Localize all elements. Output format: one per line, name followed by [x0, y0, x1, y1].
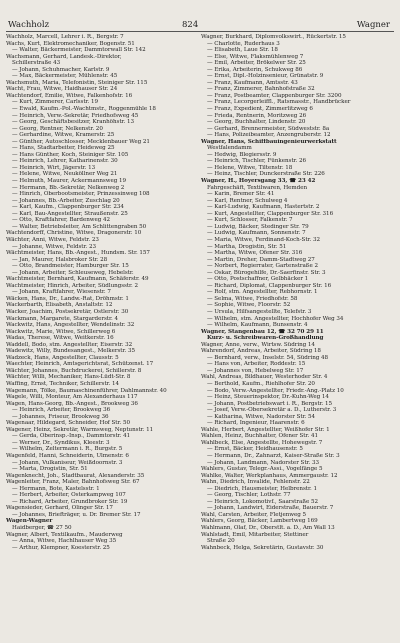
- directory-entry: — Heinrich, Tischler, Fünkenstr. 26: [207, 158, 307, 165]
- directory-entry: Wackwitz, Marie, Witwe, Schillerweg 6: [6, 328, 116, 335]
- directory-entry: — Bernhard, verw., Inselstr. 54, Südring 48: [207, 354, 329, 361]
- directory-entry: — Hans Günther, Koch, Steiniger Str. 105: [12, 151, 129, 158]
- directory-entry: — Karl, Kaufm., Clappenburger Str. 234: [12, 204, 124, 211]
- directory-entry: — Ursula, Hilfsangestellte, Telefstr. 3: [207, 308, 312, 315]
- directory-entry: Wahnbeck, Helga, Sekretärin, Gustavstr. 30: [201, 544, 324, 551]
- directory-entry: — Charlotte, Ruderhaus 3: [207, 40, 280, 47]
- directory-entry: — Otto, Postschaffner, Gelbhäcker 1: [207, 276, 309, 283]
- directory-entry: — Walter, Betriebsleiter, Am Schlittengraben 50: [12, 223, 147, 230]
- directory-entry: — Arthur, Klempner, Koesterstr. 25: [12, 544, 110, 551]
- directory-entry: — Helene, Witwe, Neuköllner Weg 21: [12, 171, 118, 178]
- directory-entry: — Wilhelm, stm. Angestellter, Hochhofer Weg 34: [207, 315, 344, 322]
- directory-entry: — Georg, Rentner, Nelkenstr. 20: [12, 125, 103, 132]
- page-number: 824: [182, 20, 199, 30]
- directory-entry: — Heinrich, Verw.-Sekretär, Friedhofsweg 45: [12, 112, 139, 119]
- directory-entry: Wacht, Frau, Witwe, Haidhauser Str. 24: [6, 86, 118, 93]
- directory-entry: — Günther, Autoschlosser, Mecklenbauer Weg 21: [12, 138, 150, 145]
- directory-entry: Straße 20: [207, 538, 235, 545]
- directory-entry: Wacker, Joachim, Postsekretär, Ostlerstr. 30: [6, 308, 129, 315]
- directory-entry: Wachtendorf, Emilie, Witwe, Falkenhofstr. 16: [6, 92, 133, 99]
- directory-entry: — Johanne, Witwe, Feldstr. 23: [12, 243, 96, 250]
- directory-entry: — Herbert, Arbeiter, Osterkampweg 107: [12, 492, 126, 499]
- directory-entry: Wagenknecht, Joh., Stadtbaurat, Alexanderstr. 35: [6, 472, 145, 479]
- directory-entry: Wagemann, Tölke, Baumaschinenführer, Dahlmannstr. 40: [6, 387, 167, 394]
- directory-entry: — Helene, Witwe, Tiltenstr. 18: [207, 164, 293, 171]
- directory-entry: — Johannes, Briefträger, u. Dr. Bremer Str. 17: [12, 511, 141, 518]
- directory-entry: — Bodo, Verw.-Angestellter, Friedr.-Ang.-Platz 10: [207, 387, 344, 394]
- directory-entry: — Georg, Tischler, Lothstr. 77: [207, 492, 291, 499]
- directory-entry: — Franz, Expedient, Zimmerlitzweg 6: [207, 106, 313, 113]
- directory-entry: — Karin, Bremer Str. 41: [207, 191, 275, 198]
- directory-entry: — Johannes von, Hebelweg Str. 17: [207, 367, 304, 374]
- directory-entry: Wachholz, Marcell, Lehrer i. R., Bergstr. 7: [6, 34, 124, 40]
- directory-entry: — Johann, Vulkaniseur, Weißdoornstr. 3: [12, 459, 123, 466]
- directory-entry: — Franz, Kaufmann, Amtsstr. 43: [207, 79, 298, 86]
- directory-entry: — Hinrich, Oberbootsmeister, Prinzessinweg 108: [12, 191, 150, 198]
- directory-entry: Westfalendamm: [207, 145, 252, 152]
- directory-entry: — Selma, Witwe, Friedhofstr. 58: [207, 295, 298, 302]
- directory-entry: — Kurt, Zimmerer, Carlsstr. 19: [12, 99, 99, 106]
- directory-entry: Wagner, Burkhard, Diplomvolkswirt., Rückertstr. 15: [201, 34, 346, 40]
- directory-entry: Wäcken, Hans, Dr., Landw.-Rat, Dröhmstr. 1: [6, 295, 129, 302]
- directory-entry: — Berthold, Kaufm., Riehlhofer Str. 20: [207, 380, 315, 387]
- directory-entry: — Georg, Buchhalter, Lindenstr. 20: [207, 119, 306, 126]
- directory-entry: — Otto, Brandmeister, Hamburger Str. 15: [12, 263, 129, 270]
- directory-entry: — Maria, Witwe, Ferdinand-Koch-Str. 32: [207, 236, 321, 243]
- directory-entry: — Oskar, Bürogehilfe, Dr.-Saerfinstr. Str. 3: [207, 269, 326, 276]
- directory-entry: — Else, Witwe, Flaksmühlenweg 7: [207, 53, 304, 60]
- directory-entry: Wadzeck, Hans, Angestellter, Clausstr. 5: [6, 354, 119, 361]
- directory-entry: Wahlen, Heinz, Buchhalter, Ofener Str. 41: [201, 433, 318, 440]
- directory-entry: — Kurt, Angestellter, Clappenburger Str. 316: [207, 210, 334, 217]
- directory-entry: — Walter, Bäckermeister, Dammtorwall Str. 142: [12, 47, 146, 54]
- directory-entry: — Karl-Ludwig, Kaufmann, Hastertstr. 2: [207, 204, 320, 211]
- directory-entry: — Johann, Landmann, Nadorster Str. 33: [207, 459, 320, 466]
- directory-entry: Wagner, Stangenbau 12, ☎ 32 70 29 11: [201, 328, 324, 335]
- directory-entry: Waddell, Bodo, stm. Angestellter, Eiserstr. 32: [6, 341, 133, 348]
- directory-entry: — Hans, Polizeibeamter, Anzengruberstr. 12: [207, 132, 331, 139]
- directory-entry: Fahrgeschäft, Textilwaren, Hemden: [207, 184, 308, 191]
- directory-entry: — Gerhard, Brennermeister, Südweststr. 8a: [207, 125, 330, 132]
- directory-entry: — Heinz, Tischler, Dunckerstraße Str. 226: [207, 171, 325, 178]
- directory-entry: — Johann, Arbeiter, Schleuseweg, Hebelstr.: [12, 269, 134, 276]
- directory-entry: — Johann, Landwirt, Eiderstraße, Bauerstr. 7: [207, 505, 334, 512]
- directory-entry: Haidberger, ☎ 27 50: [12, 525, 72, 532]
- directory-entry: Kurz- u. Schreibwaren-Großhandlung: [207, 335, 324, 342]
- directory-entry: Wachs, Kurt, Elektromechaniker, Bogenstr. 51: [6, 40, 135, 47]
- directory-entry: Waffing, Ernst, Techniker, Schillerstr. 14: [6, 380, 120, 387]
- directory-entry: — Ernst, Dipl.-Holzinsenieur, Grünatstr. 9: [207, 73, 324, 80]
- directory-entry: — Sophie, Witwe, Floorstr. 52: [207, 302, 291, 309]
- directory-entry: Wahlstadt, Emil, Mitarbeiter, Stettiner: [201, 531, 309, 538]
- directory-entry: Wagenleiter, Franz, Maler, Bahnhofsweg Str. 67: [6, 479, 140, 486]
- left-column: [6, 34, 199, 551]
- directory-entry: Wahl, Andreas, Bildhauer, Westerhoder Str. 4: [201, 374, 328, 381]
- directory-entry: Wadas, Therese, Witwe, Weitkerstr. 16: [6, 335, 114, 342]
- directory-entry: — Frieda, Rentnerin, Moritzweg 26: [207, 112, 307, 119]
- directory-entry: — Hermann, Bb.-Sekretär, Nelkenweg 2: [12, 184, 125, 191]
- directory-entry: — Katharina, Witwe, Nadorster Str. 54: [207, 413, 316, 420]
- directory-entry: Wagenaar, Hildegard, Schneider, Hof Str. 50: [6, 420, 130, 427]
- directory-entry: — Marta, Drogistin, Str. 51: [12, 466, 88, 473]
- directory-entry: Wächter, Anni, Witwe, Feldstr. 23: [6, 236, 99, 243]
- directory-entry: — Hans von, Arbeiter, Roddestr. 15: [207, 361, 306, 368]
- right-column: [201, 34, 394, 551]
- directory-entry: — Otto, Kraftfahrer, Bardenweg 42: [12, 217, 111, 224]
- directory-entry: — Franz, Zimmerer, Bahnhofstraße 32: [207, 86, 315, 93]
- directory-entry: Wachtmeister, Bernhard, Kaufmann, Schäferstr. 49: [6, 276, 149, 283]
- page-header: [0, 0, 400, 32]
- directory-entry: — Karl, Rentner, Schulweg 4: [207, 197, 288, 204]
- directory-entry: Wackwitz, Hans, Angestellter, Wendelinstr. 32: [6, 322, 135, 329]
- directory-entry: — Johann, Postbetriebswart i. R., Bergstr. 15: [207, 400, 333, 407]
- directory-entry: — Hedwig, Blegiersstr. 9: [207, 151, 277, 158]
- directory-entry: Wächter, Johannes, Buchdruckerei, Schillerstr. 8: [6, 367, 142, 374]
- directory-entry: — Max, Bäckermeister, Mühlenstr. 45: [12, 73, 118, 80]
- directory-entry: — Ludwig, Bäcker, Stedinger Str. 79: [207, 223, 309, 230]
- directory-entry: Wagen, Hans-Georg, Bb.-Angest., Brookweg 36: [6, 400, 138, 407]
- header-divider: [6, 31, 394, 32]
- directory-entry: — Norbert, Regierrater, Gartenstraße 2: [207, 263, 318, 270]
- directory-entry: Wadewitz, Willy, Bundesangest., Melkerstr. 35: [6, 348, 135, 355]
- directory-entry: Wagner, H., Hoyersgang 33, ☎ 23 42: [201, 178, 316, 185]
- directory-entry: Wahn, Diedrich, Invalide, Fehlenstr. 22: [201, 479, 310, 486]
- directory-entry: — Franz, Postbeamter, Clappenburger Str. 3200: [207, 92, 342, 99]
- directory-entry: Schillerstraße 43: [12, 60, 61, 67]
- header-right-keyword: Wagner: [356, 20, 390, 30]
- directory-entry: — Heinrich, Arbeiter, Brookweg 36: [12, 407, 111, 414]
- directory-entry: Wachtendorff, Christine, Witwe, Dragonerstr. 10: [6, 230, 142, 237]
- directory-entry: Wahlmann, Olaf, Dr., Oberstlt. a. D., Am Wall 13: [201, 525, 335, 532]
- directory-entry: — Ludwig, Kaufmann, Sonnenstr. 7: [207, 230, 306, 237]
- directory-entry: Wachsmuth, Maria, Telefonistin, Steiniger Str. 115: [6, 79, 148, 86]
- directory-entry: — Emil, Arbeiter, Brökelwer Str. 25: [207, 60, 306, 67]
- directory-entry: Wagner, Hans, Schiffbauingenieurwerkstatt: [201, 138, 337, 145]
- directory-entry: — Rolf, stm. Angestellter, Rebhornstr. 1: [207, 289, 318, 296]
- directory-entry: — Gerda, Oberinsp.-Insp., Dammtorstr. 41: [12, 433, 131, 440]
- directory-entry: Wahlers, Gustav, Telegr.-Assi., Vogelfänge 5: [201, 466, 323, 473]
- directory-entry: — Diedrich, Hausmeister, Helbrenstr. 1: [207, 485, 317, 492]
- directory-entry: Wachtmeister, Hinrich, Arbeiter, Südlungsstr. 2: [6, 282, 139, 289]
- directory-entry: — Ernst, Bäcker, Heidhausenstr. 5: [207, 446, 303, 453]
- directory-entry: — Georg, Geschäftsbesitzer, Kranhöhstr. 13: [12, 119, 135, 126]
- directory-entry: — Josef, Verw.-Obersekretär a. D., Lutherstr. 3: [207, 407, 337, 414]
- directory-entry: Wagele, Willi, Monteur, Am Alexanderhaus 117: [6, 394, 138, 401]
- directory-entry: Wagner, Anne, verw., Wirtsw. Südring 14: [201, 341, 315, 348]
- directory-entry: — Kurt, Schlosser, Falkenstr. 7: [207, 217, 293, 224]
- directory-entry: Wahlke, Walter, Werkplanhaus, Ammergaustr. 12: [201, 472, 338, 479]
- directory-entry: Wackerbarth, Elisabeth, Anstaltstr. 12: [6, 302, 113, 309]
- directory-entry: — Richard, Ingenieur, Haarenstr. 6: [207, 420, 305, 427]
- directory-entry: — Heinrich, Lehrer, Katharinenstr. 30: [12, 158, 118, 165]
- directory-entry: — Karl, Bau-Angestellter, Straußenstr. 25: [12, 210, 128, 217]
- directory-entry: — Elisabeth, Laue Str. 18: [207, 47, 278, 54]
- directory-entry: Wachsmann, Gerhard, Landesk.-Direktor,: [6, 53, 122, 60]
- directory-entry: — Werner, Dr., Syndikus, Kleestr. 3: [12, 439, 110, 446]
- directory-entry: Wagenfeld, Hanni, Schneiderin, Ulmenstr. 6: [6, 453, 129, 459]
- directory-entry: Wagensieder, Gerhard, Ölinger Str. 17: [6, 505, 113, 512]
- directory-entry: — Johann, Schuhmacher, Karlstr. 9: [12, 66, 110, 73]
- directory-entry: — Erika, Arbeiterin, Schukweg 86: [207, 66, 303, 73]
- directory-entry: Wächter, Willi, Mechaniker, Hans-Lüdt-Str. 8: [6, 374, 131, 381]
- directory-entry: — Heinz, Steuerinspektor, Dr.-Kuhn-Weg 14: [207, 394, 329, 401]
- directory-entry: Wagner, Albert, Textilkaufm., Mauderweg: [6, 531, 123, 538]
- directory-entry: — Heinrich, Lokomotivf., Saarstraße 52: [207, 498, 318, 505]
- directory-entry: — Hermann, Dr., Zahnarzt, Kaiser-Straße Str. 3: [207, 453, 340, 459]
- directory-entry: — Richard, Arbeiter, Grundbroker Str. 19: [12, 498, 128, 505]
- directory-entry: Wahle, Herbert, Angestellter, Weißhofer Str. 1: [201, 426, 330, 433]
- directory-entry: — Hans, Stadtarbeiter, Heideweg 25: [12, 145, 115, 152]
- directory-entry: — Johannes, Bb.-Arbeiter, Zuschlag 20: [12, 197, 120, 204]
- directory-entry: — Jan, Maurer, Halsbroker Str. 28: [12, 256, 108, 263]
- directory-entry: — Martha, Witwe, Ofener Str. 316: [207, 250, 303, 257]
- directory-entry: — Martin, Dreher, Damm-Stadtweg 27: [207, 256, 315, 263]
- directory-entry: — Helmuth, Maurer, Ackermannsweg 19: [12, 178, 127, 185]
- directory-entry: — Wilhelm, Zeltermann i. R., Burgstr. 5: [12, 446, 123, 453]
- directory-entry: — Hermann, Bote, Kastelsstr. 1: [12, 485, 100, 492]
- directory-entry: Wahlbeck, Else, Angestellte, Hohewegstr. 7: [201, 439, 323, 446]
- directory-entry: — Wilhelm, Kaufmann, Bunsenstr. 4: [207, 322, 308, 329]
- directory-entry: — Martha, Drogistin, Str. 51: [207, 243, 287, 250]
- directory-entry: — Johann, Kraftfahrer, Wiesenstr. 7: [12, 289, 111, 296]
- directory-entry: Waechter, Heinrich, Amtsgerichtsrat, Schützenst. 17: [6, 361, 154, 368]
- directory-entry: — Franz, Lecorgerleiffl., Ratsmasstr., Handbrücker: [207, 99, 351, 106]
- directory-entry: Wackmann, Margarete, Stargarderstr. 4: [6, 315, 118, 322]
- header-left-keyword: Wachholz: [8, 20, 50, 30]
- directory-entry: Wahrendorf, Andreas, Arbeiter, Südring 18: [201, 348, 321, 355]
- directory-entry: — Heinrich, Wirt, Jägerstr. 13: [12, 164, 96, 171]
- directory-entry: Wagener, Heinz, Sekretär, Warmsweg, Neptunstr. 11: [6, 426, 154, 433]
- directory-entry: Wagen-Wagner: [6, 518, 53, 525]
- directory-entry: — Ewald, Kaufm.-Pol.-Wachtmstr., Roggenmühle 18: [12, 106, 156, 113]
- directory-entry: — Anna, Witwe, Hachlhauser Weg 35: [12, 538, 117, 545]
- directory-entry: — Richard, Diplomat, Clappenburger Str. 16: [207, 282, 332, 289]
- directory-entry: Wahl, Carsten, Arbeiter, Fletjenweg 5: [201, 511, 307, 518]
- directory-entry: — Johannes, Friseur, Brookweg 36: [12, 413, 109, 420]
- directory-entry: Wahlers, Georg, Bäcker, Lambertweg 169: [201, 518, 318, 525]
- directory-entry: — Gerhardine, Witwe, Kramerstr. 25: [12, 132, 115, 139]
- directory-entry: Wächtmeister, Hans, Bb.-Angest., Hundsm. Str. 157: [6, 250, 150, 257]
